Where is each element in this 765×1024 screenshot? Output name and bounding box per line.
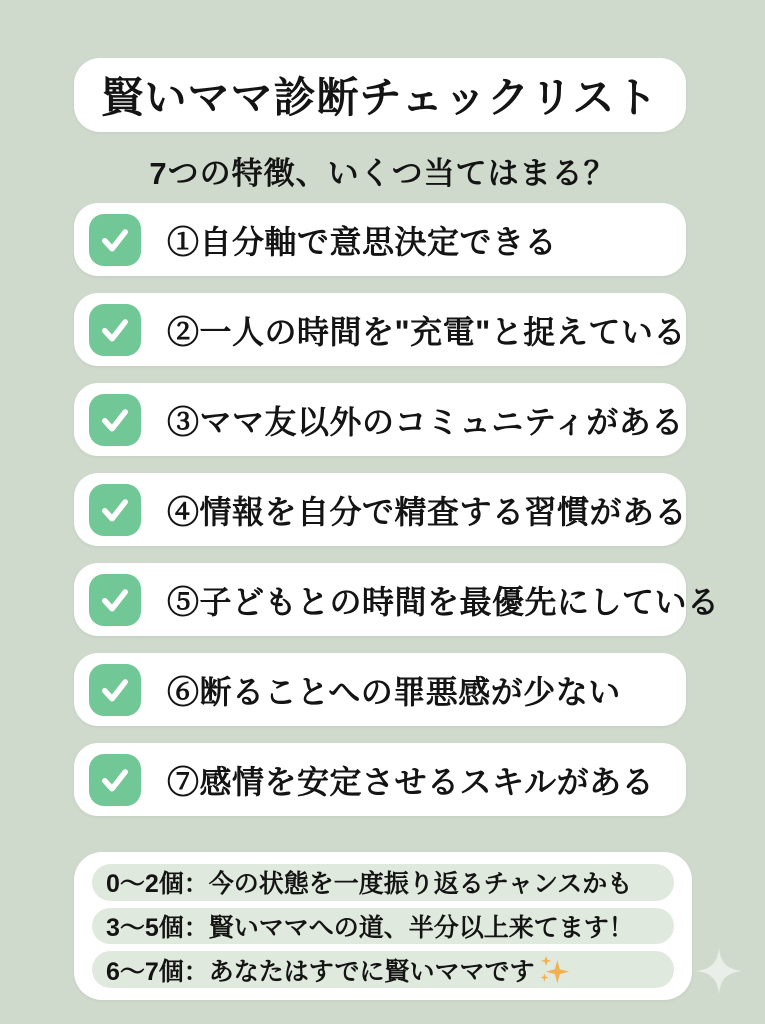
score-range-mid-text: 3〜5個：賢いママへの道、半分以上来てます！: [106, 914, 634, 942]
checklist-item-label: ①自分軸で意思決定できる: [167, 223, 558, 260]
checklist-item-1: [74, 203, 686, 276]
page-subtitle: 7つの特徴、いくつ当てはまる？: [149, 156, 616, 191]
check-icon: [89, 304, 141, 356]
check-icon: [89, 484, 141, 536]
score-range-low: [92, 864, 674, 901]
score-range-high: [92, 951, 674, 988]
checklist-item-3: [74, 383, 686, 456]
check-icon: [89, 394, 141, 446]
check-icon: [89, 574, 141, 626]
score-results-card: [74, 852, 692, 1000]
page-title: 賢いママ診断チェックリスト: [101, 74, 659, 121]
sparkle-icon: [696, 948, 742, 994]
checklist-item-label: ⑥断ることへの罪悪感が少ない: [167, 673, 621, 710]
check-icon: [89, 754, 141, 806]
score-range-low-text: 0〜2個：今の状態を一度振り返るチャンスかも: [106, 870, 633, 899]
checklist-item-5: [74, 563, 720, 636]
score-range-mid: [92, 908, 674, 945]
checklist-item-7: [74, 743, 686, 816]
check-icon: [89, 214, 141, 266]
checklist-item-4: [74, 473, 686, 546]
checklist-item-label: ⑦感情を安定させるスキルがある: [167, 763, 655, 800]
checklist-item-label: ②一人の時間を"充電"と捉えている: [167, 313, 686, 350]
sparkles-emoji-icon: [539, 955, 569, 985]
checklist-item-2: [74, 293, 686, 366]
checklist-item-label: ⑤子どもとの時間を最優先にしている: [167, 583, 720, 620]
score-range-high-text: 6〜7個：あなたはすでに賢いママです: [106, 957, 535, 986]
checklist-item-6: [74, 653, 686, 726]
checklist-item-label: ④情報を自分で精査する習慣がある: [167, 493, 688, 530]
checklist: [74, 203, 720, 816]
title-banner: [74, 58, 686, 132]
checklist-item-label: ③ママ友以外のコミュニティがある: [167, 403, 684, 440]
check-icon: [89, 664, 141, 716]
